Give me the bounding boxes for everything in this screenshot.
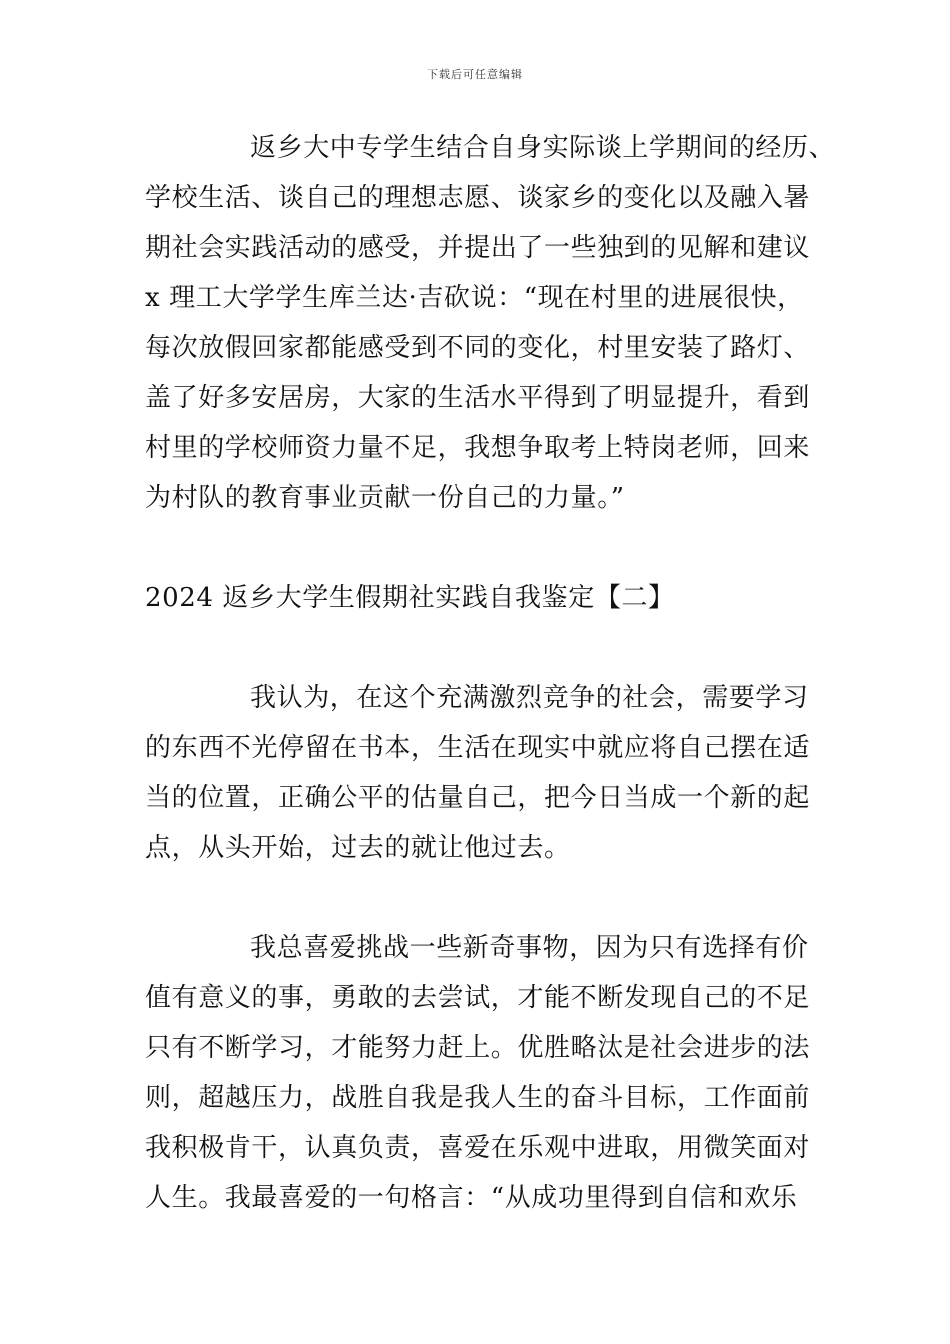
paragraph-1-line-4: x 理工大学学生库兰达·吉砍说：“现在村里的进展很快， <box>145 283 804 313</box>
paragraph-1-line-3: 期社会实践活动的感受，并提出了一些独到的见解和建议 <box>145 233 811 263</box>
paragraph-3-line-3: 只有不断学习，才能努力赶上。优胜略汰是社会进步的法 <box>145 1033 811 1063</box>
page-header: 下载后可任意编辑 <box>427 68 523 81</box>
paragraph-1-line-5: 每次放假回家都能感受到不同的变化，村里安装了路灯、 <box>145 333 811 363</box>
paragraph-3-line-6: 人生。我最喜爱的一句格言：“从成功里得到自信和欢乐 <box>145 1183 798 1213</box>
paragraph-1-line-2: 学校生活、谈自己的理想志愿、谈家乡的变化以及融入暑 <box>145 183 811 213</box>
paragraph-2-line-3: 当的位置，正确公平的估量自己，把今日当成一个新的起 <box>145 783 811 813</box>
section-heading: 2024 返乡大学生假期社实践自我鉴定【二】 <box>145 583 675 613</box>
paragraph-1-line-6: 盖了好多安居房，大家的生活水平得到了明显提升，看到 <box>145 383 811 413</box>
paragraph-1-line-1: 返乡大中专学生结合自身实际谈上学期间的经历、 <box>250 133 836 163</box>
paragraph-3-line-1: 我总喜爱挑战一些新奇事物，因为只有选择有价 <box>250 933 809 963</box>
paragraph-2-line-4: 点，从头开始，过去的就让他过去。 <box>145 833 571 863</box>
paragraph-3-line-2: 值有意义的事，勇敢的去尝试，才能不断发现自己的不足 <box>145 983 811 1013</box>
paragraph-3-line-5: 我积极肯干，认真负责，喜爱在乐观中进取，用微笑面对 <box>145 1133 811 1163</box>
paragraph-1-line-7: 村里的学校师资力量不足，我想争取考上特岗老师，回来 <box>145 433 811 463</box>
paragraph-3-line-4: 则，超越压力，战胜自我是我人生的奋斗目标，工作面前 <box>145 1083 811 1113</box>
paragraph-1-line-8: 为村队的教育事业贡献一份自己的力量。” <box>145 483 625 513</box>
paragraph-2-line-1: 我认为，在这个充满激烈竞争的社会，需要学习 <box>250 683 809 713</box>
paragraph-2-line-2: 的东西不光停留在书本，生活在现实中就应将自己摆在适 <box>145 733 811 763</box>
